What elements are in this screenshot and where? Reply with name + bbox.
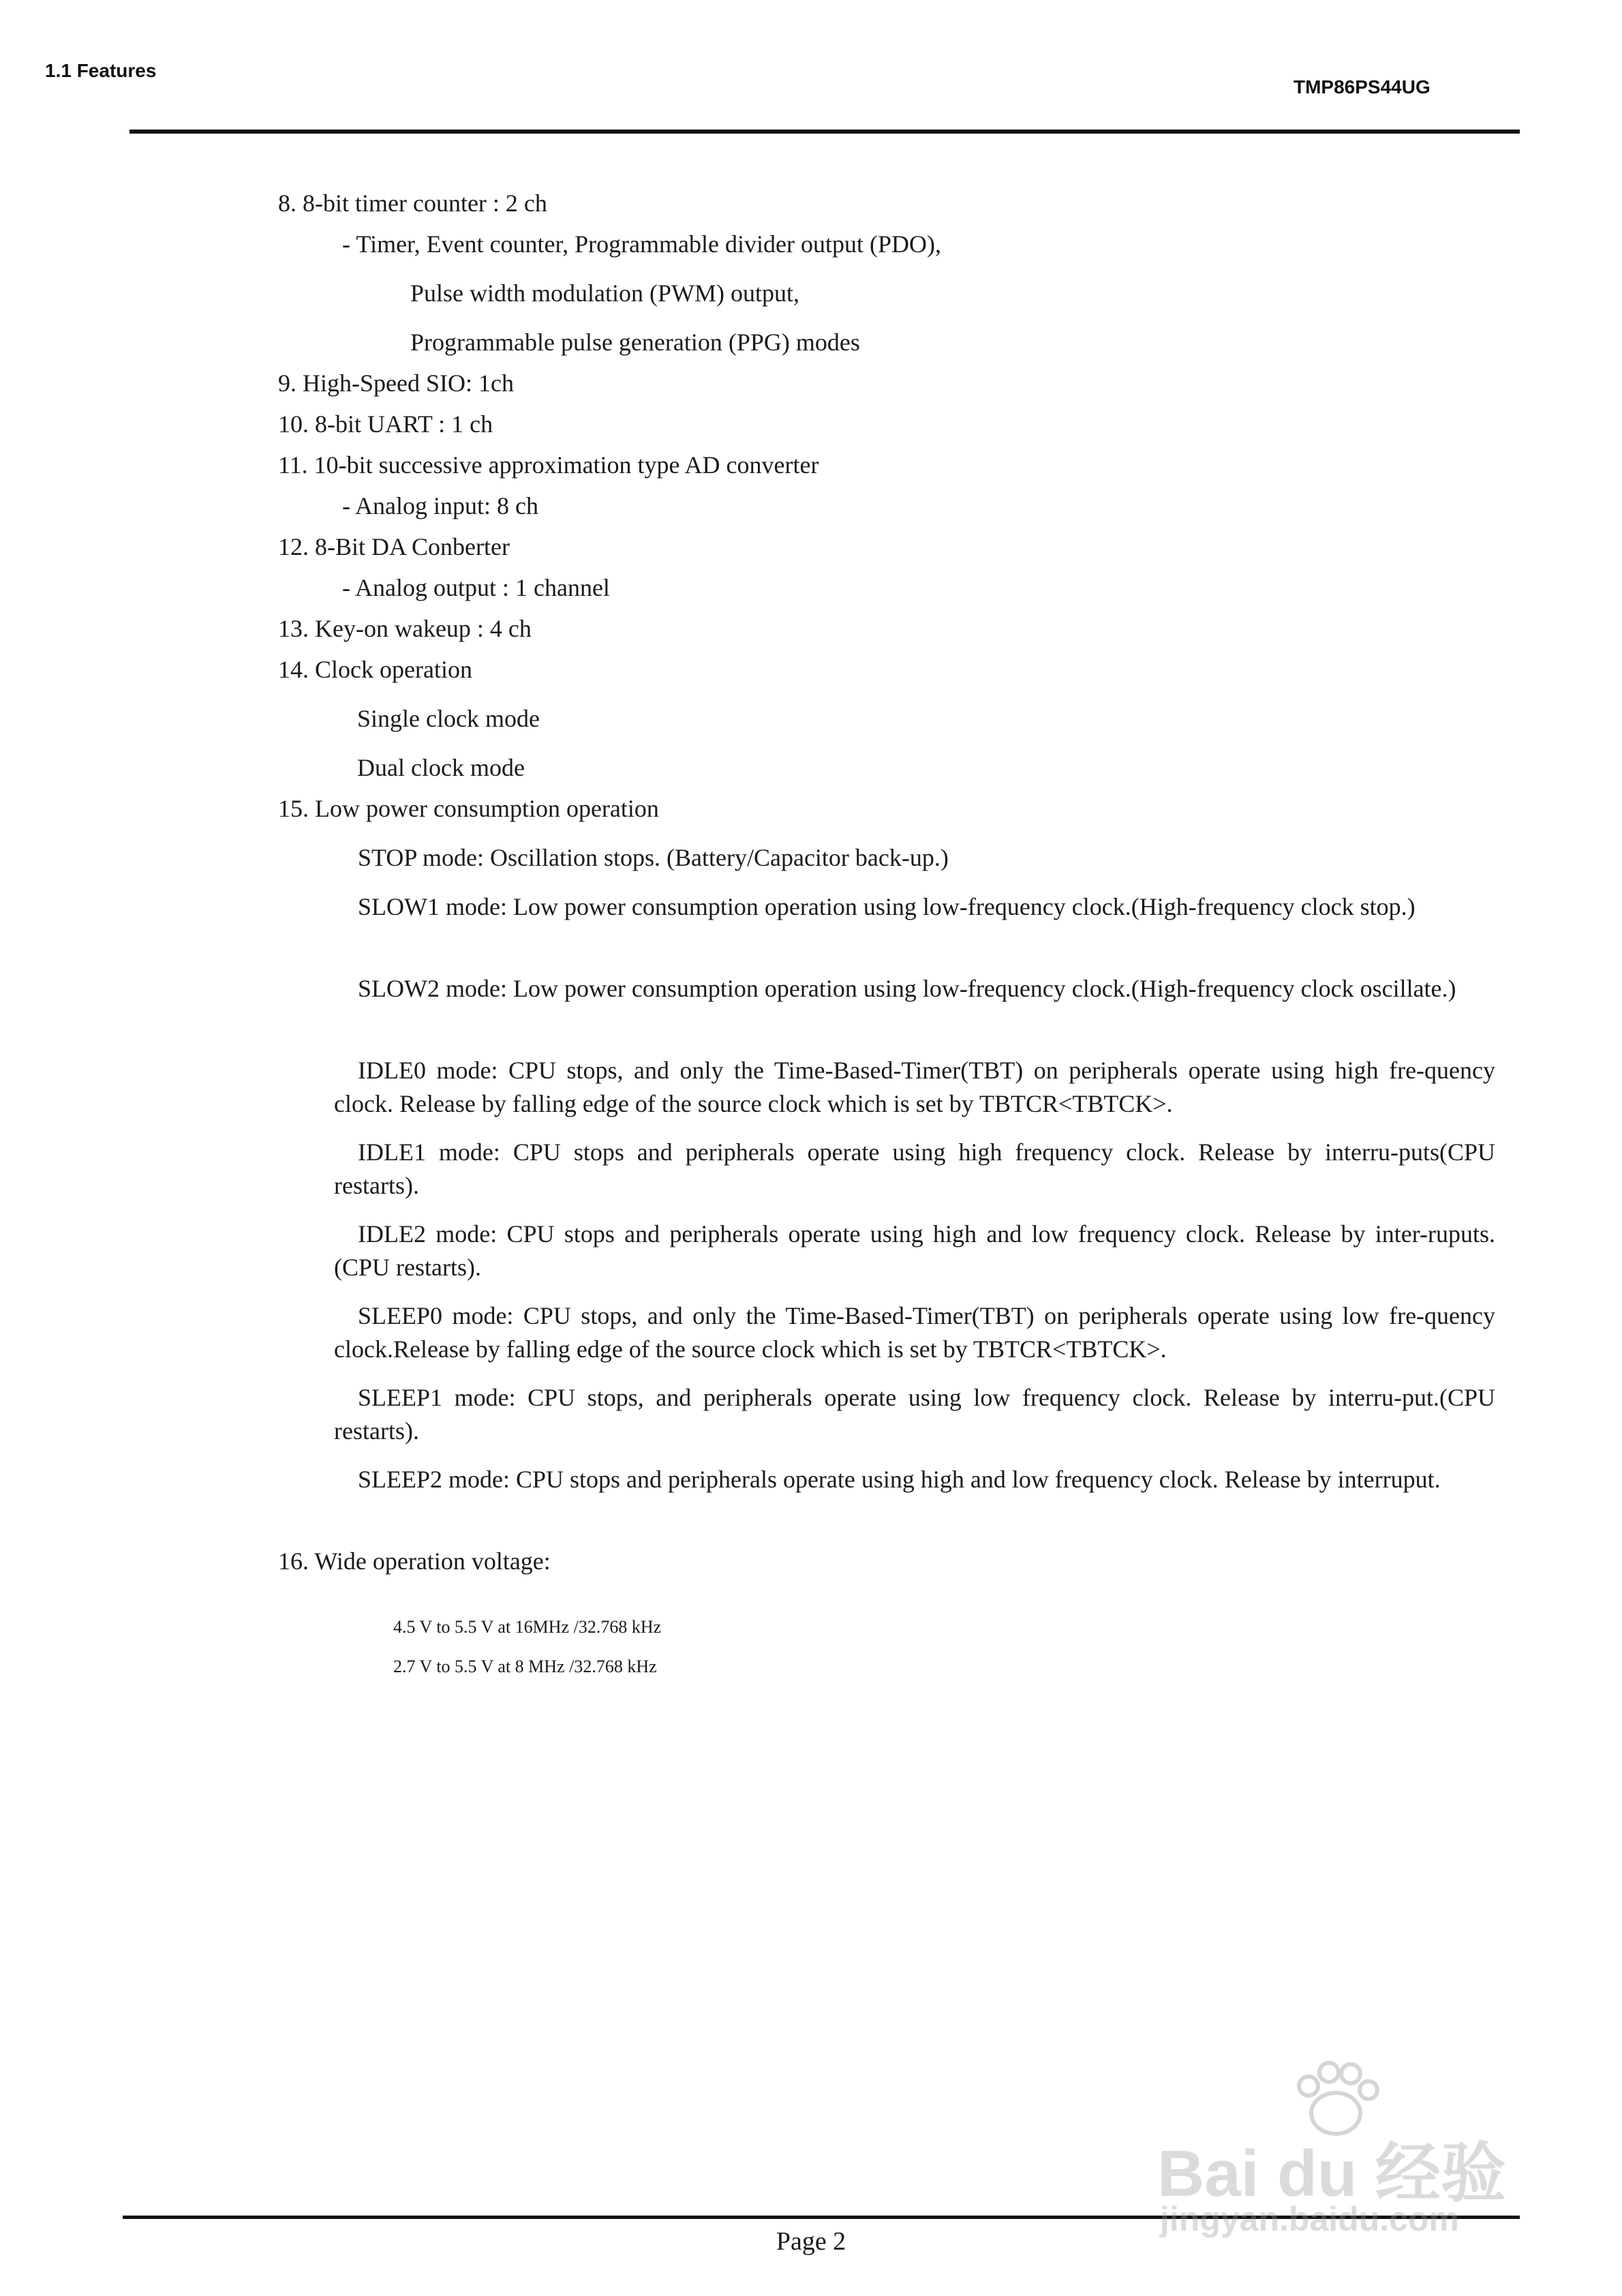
item-clock-operation: 14. Clock operation (278, 656, 472, 683)
item-single-clock: Single clock mode (357, 705, 540, 732)
item-timer-counter: 8. 8-bit timer counter : 2 ch (278, 190, 547, 217)
voltage-range-2: 2.7 V to 5.5 V at 8 MHz /32.768 kHz (393, 1657, 657, 1676)
mode-idle0: IDLE0 mode: CPU stops, and only the Time-Based-Timer(TBT) on peripherals operate using high fre-quency clock. Release by falling edge of the source clock which is set by TBTCR<TBTCK>. (334, 1057, 1495, 1117)
mode-stop: STOP mode: Oscillation stops. (Battery/Capacitor back-up.) (358, 844, 949, 871)
item-dual-clock: Dual clock mode (357, 754, 525, 781)
section-title: 1.1 Features (45, 60, 157, 81)
baidu-watermark (1152, 2059, 1533, 2243)
item-low-power: 15. Low power consumption operation (278, 795, 659, 822)
item-ppg: Programmable pulse generation (PPG) modes (410, 329, 860, 356)
item-ad-converter: 11. 10-bit successive approximation type AD converter (278, 451, 819, 479)
item-analog-input: - Analog input: 8 ch (342, 492, 538, 519)
item-sio: 9. High-Speed SIO: 1ch (278, 369, 514, 397)
mode-sleep2: SLEEP2 mode: CPU stops and peripherals operate using high and low frequency clock. Release by interruput. (358, 1466, 1441, 1493)
watermark-url: jingyan.baidu.com (1160, 2200, 1459, 2238)
voltage-range-1: 4.5 V to 5.5 V at 16MHz /32.768 kHz (393, 1617, 662, 1637)
item-key-on-wakeup: 13. Key-on wakeup : 4 ch (278, 615, 532, 642)
part-number: TMP86PS44UG (1294, 76, 1430, 97)
item-analog-output: - Analog output : 1 channel (342, 574, 610, 601)
watermark-brand: Bai du 经验 (1157, 2137, 1507, 2210)
mode-idle2: IDLE2 mode: CPU stops and peripherals operate using high and low frequency clock. Release by inter-ruputs. (CPU restarts). (334, 1220, 1495, 1281)
mode-idle1: IDLE1 mode: CPU stops and peripherals operate using high frequency clock. Release by interru-puts(CPU restarts). (334, 1138, 1495, 1199)
mode-slow1: SLOW1 mode: Low power consumption operation using low-frequency clock.(High-frequency clock stop.) (358, 893, 1416, 920)
page-number: Page 2 (776, 2227, 846, 2256)
mode-sleep1: SLEEP1 mode: CPU stops, and peripherals operate using low frequency clock. Release by interru-put.(CPU restarts). (334, 1384, 1495, 1445)
header-rule (129, 130, 1520, 134)
voltage-title: 16. Wide operation voltage: (278, 1547, 551, 1575)
item-da-converter: 12. 8-Bit DA Conberter (278, 533, 510, 560)
mode-slow2: SLOW2 mode: Low power consumption operation using low-frequency clock.(High-frequency clock oscillate.) (358, 975, 1456, 1002)
mode-sleep0: SLEEP0 mode: CPU stops, and only the Time-Based-Timer(TBT) on peripherals operate using low fre-quency clock.Release by falling edge of the source clock which is set by TBTCR<TBTCK>. (334, 1302, 1495, 1363)
item-timer-modes: - Timer, Event counter, Programmable divider output (PDO), (342, 230, 941, 258)
item-pwm: Pulse width modulation (PWM) output, (410, 280, 799, 307)
item-uart: 10. 8-bit UART : 1 ch (278, 410, 493, 438)
